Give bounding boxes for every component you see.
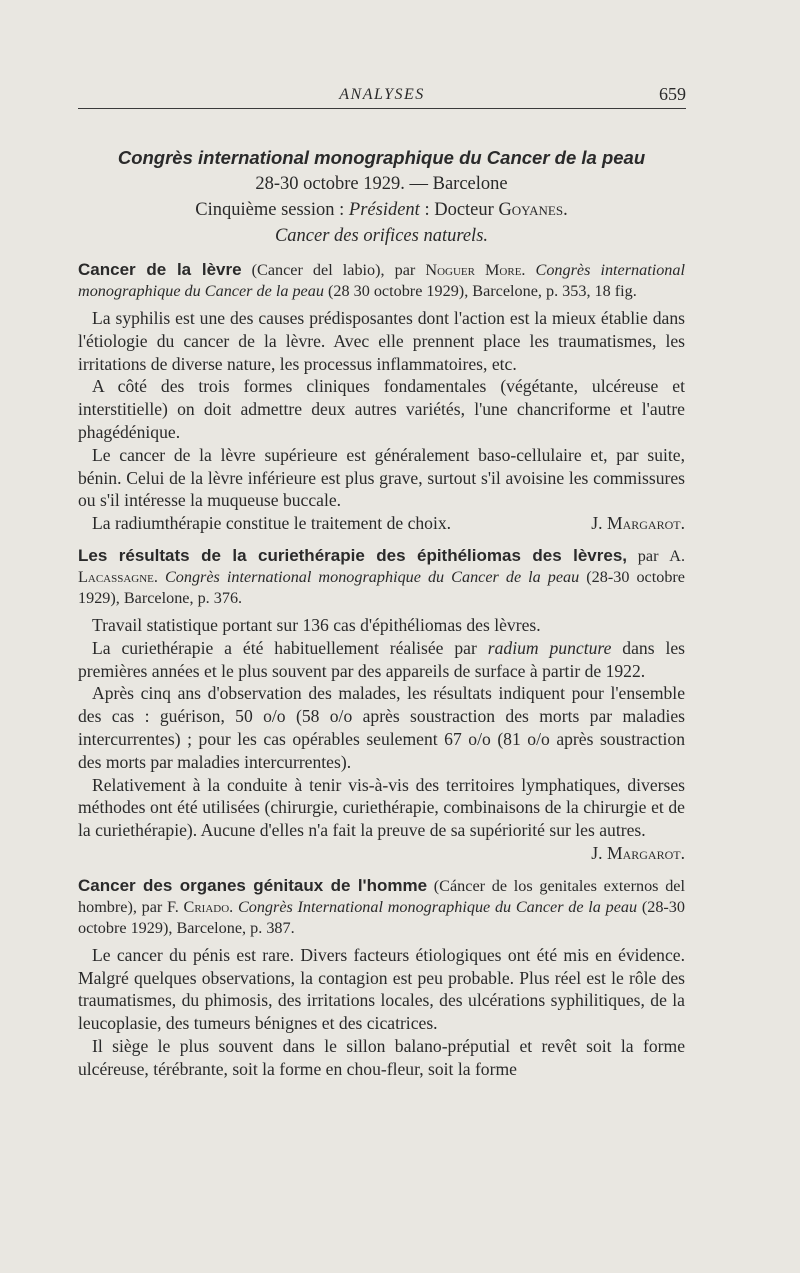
article-heading [78, 875, 685, 939]
article-heading [78, 259, 685, 302]
article-reference-title: Congrès international monographique du Cancer de la peau [78, 261, 685, 300]
paragraph: A côté des trois formes cliniques fondamentales (végétante, ulcéreuse et interstitielle) on doit admettre deux autres variétés, l'une chancriforme et l'autre phagédénique. [78, 376, 685, 442]
paragraph-text: Relativement à la conduite à tenir vis-à-vis des territoires lymphatiques, diverses méthodes ont été utilisées (chirurgie, curiethérapie, combinaisons de la chirurgie et de la curiethérapie). Aucune d'elles n'a fait la preuve de sa supériorité sur les autres. [78, 774, 685, 841]
congress-dates: 28-30 octobre 1929. — Barcelone [255, 174, 508, 194]
president-name: Goyanes. [498, 200, 568, 220]
paragraph [78, 637, 685, 683]
article-curietherapie [78, 545, 685, 865]
running-title: ANALYSES [339, 86, 425, 103]
paragraph-text: La radiumthérapie constitue le traitement de choix. [92, 513, 452, 534]
article-author: F. Criado. [167, 897, 234, 916]
paragraph-emphasis: radium puncture [487, 637, 612, 658]
paragraph: Le cancer du pénis est rare. Divers facteurs étiologiques ont été mis en évidence. Malgré quelques observations, la contagion est peu probable. Plus réel est le rôle des traumatismes, du phimosis, des irritations locales, des ulcérations syphilitiques, de la leucoplasie, des tumeurs bénignes et des cicatrices. [78, 944, 685, 1034]
paragraph-text: dans les premières années et le plus souvent par des appareils de surface à partir de 1922. [78, 637, 685, 681]
paragraph: Le cancer de la lèvre supérieure est généralement baso-cellulaire et, par suite, bénin. Celui de la lèvre inférieure est plus grave, surtout s'il avoisine les commissures ou s'il intéresse la muqueuse buccale. [78, 444, 685, 511]
article-author: Noguer More. [425, 261, 526, 279]
article-cancer-genitaux [78, 875, 685, 1081]
congress-title: Congrès international monographique du Cancer de la peau [117, 147, 646, 168]
paragraph: Travail statistique portant sur 136 cas d'épithéliomas des lèvres. [92, 614, 541, 635]
article-title: Les résultats de la curiethérapie des épithéliomas des lèvres, [78, 545, 628, 565]
article-heading [78, 545, 685, 609]
page-header [78, 86, 686, 109]
president-sep: : Docteur [419, 200, 499, 220]
signature: J. Margarot. [591, 842, 685, 863]
page-number: 659 [659, 84, 686, 104]
article-reference: (28-30 octobre 1929), Barcelone, p. 376. [78, 567, 685, 607]
paragraph: Il siège le plus souvent dans le sillon balano-préputial et revêt soit la forme ulcéreuse, térébrante, soit la forme en chou-fleur, soit la forme [78, 1035, 685, 1079]
article-reference-title: Congrès International monographique du Cancer de la peau [233, 897, 638, 916]
page-content [78, 145, 685, 1081]
article-reference: (28-30 octobre 1929), Barcelone, p. 387. [78, 897, 685, 937]
article-cancer-levre [78, 259, 685, 535]
article-title: Cancer de la lèvre [78, 260, 242, 279]
paragraph [78, 512, 685, 535]
article-reference: (28 30 octobre 1929), Barcelone, p. 353, 18 fig. [323, 282, 637, 300]
paragraph-text: La curiethérapie a été habituellement réalisée par [92, 637, 488, 658]
congress-session [78, 197, 685, 223]
article-subtitle: par [627, 546, 670, 565]
paragraph: La syphilis est une des causes prédisposantes dont l'action est la mieux établie dans l'étiologie du cancer de la lèvre. Avec elle prennent place les traumatismes, les irritations de diverse nature, les processus inflammatoires, etc. [78, 308, 685, 374]
article-author: A. Lacassagne. [78, 546, 686, 586]
session-prefix: Cinquième session : [195, 200, 349, 220]
signature: J. Margarot. [591, 513, 685, 534]
article-reference-title: Congrès international monographique du Cancer de la peau [157, 567, 580, 586]
congress-theme: Cancer des orifices naturels. [274, 226, 489, 246]
article-subtitle: (Cancer del labio), par [241, 261, 426, 279]
paragraph [78, 774, 685, 865]
president-label: Président [348, 200, 420, 220]
article-title: Cancer des organes génitaux de l'homme [78, 875, 428, 895]
paragraph: Après cinq ans d'observation des malades, les résultats indiquent pour l'ensemble des cas : guérison, 50 o/o (58 o/o après soustraction des morts par maladies intercurrentes) ; pour les cas opérables seulement 67 o/o (81 o/o après soustraction des morts par maladies intercurrentes). [78, 683, 685, 772]
article-subtitle: (Cáncer de los genitales externos del hombre), par [78, 876, 685, 916]
